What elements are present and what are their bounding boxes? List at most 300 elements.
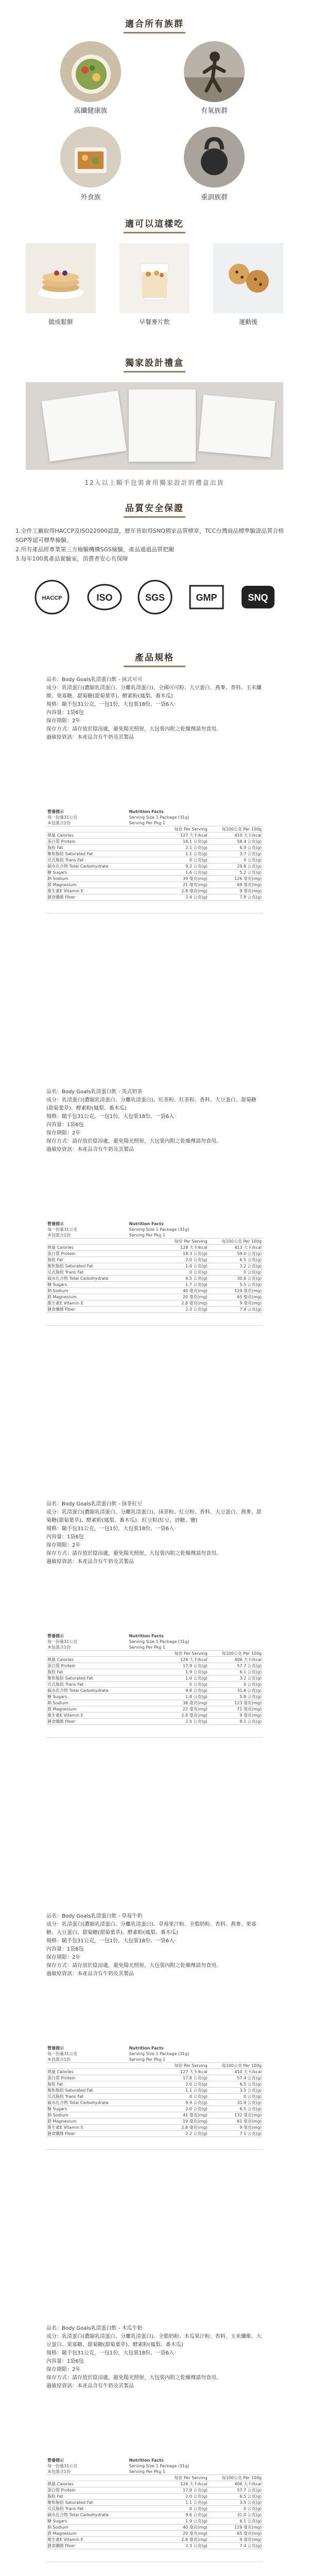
gift-box-package	[129, 389, 196, 462]
cereal-drink-thumb	[119, 243, 190, 313]
nutrition-cell: 31.6 公克(g)	[209, 1688, 263, 1694]
group-label: 外食族	[80, 194, 101, 201]
cert-text: SNQ	[248, 592, 268, 603]
nutrition-cell: 6.5 公克(g)	[209, 1257, 263, 1263]
product-info-line: 保存方式：請存放於陰涼處，避免陽光照射，大包裝內附之乾燥劑請勿食用。	[46, 2375, 221, 2381]
nutrition-cell: 40 毫克(mg)	[128, 1288, 209, 1294]
nutrition-cell: 每100公克 Per 100g	[209, 2063, 263, 2069]
product-info-line: 規格：隨手包31公克，一包1份，大包裝18份。一袋6入·	[46, 1526, 176, 1532]
nutrition-cell: 每份 Per Serving	[128, 826, 209, 833]
nutrition-cell: 0 公克(g)	[209, 1682, 263, 1688]
product-divider	[46, 2149, 263, 2150]
nutrition-cell: 反式脂肪 Trans Fat	[46, 1269, 128, 1276]
nutrition-cell	[46, 1651, 128, 1657]
nutrition-row	[46, 1282, 263, 1288]
nutrition-cell: Serving Size 1 Package (31g)	[129, 815, 190, 820]
nutrition-cell: 6.5 公克(g)	[209, 2106, 263, 2112]
nutrition-cell: 1.1 公克(g)	[128, 851, 209, 857]
nutrition-row	[46, 1657, 263, 1663]
nutrition-cell: 本包裝含1份	[46, 820, 128, 826]
product-info-line: 成分：乳清蛋白(濃縮乳清蛋白、分離乳清蛋白)、抹茶粉、紅豆粉、香料、大豆蛋白、燕麥、甜菊糖(甜菊葉萃)、酵素粉(鳳梨、番木瓜)、紅豆粒(紅豆、砂糖、鹽)	[46, 1510, 262, 1523]
nutrition-cell: 1.0 公克(g)	[128, 1263, 209, 1269]
nutrition-cell: 6.5 公克(g)	[209, 2494, 263, 2500]
cert-text: GMP	[196, 592, 217, 603]
nutrition-cell: Nutrition Facts	[129, 1222, 164, 1226]
nutrition-row	[46, 2487, 263, 2494]
group-label: 高纖健康族	[74, 107, 108, 115]
nutrition-cell: 每100公克 Per 100g	[209, 1651, 263, 1657]
nutrition-cell: 3.2 公克(g)	[209, 1675, 263, 1682]
nutrition-cell: 0 公克(g)	[209, 2506, 263, 2512]
nutrition-cell: 410 大卡/kcal	[209, 833, 263, 839]
nutrition-cell: 維生素E Vitamin E	[46, 888, 128, 894]
nutrition-cell: 碳水化合物 Total Carbohydrate	[46, 2100, 128, 2106]
product-info-line: 內容量：1袋6包	[46, 1534, 84, 1540]
nutrition-cell: 9 毫克(mg)	[209, 2537, 263, 2543]
quality-point: 3.每年100萬產品實驗室，消費者安心有保障	[15, 555, 128, 562]
nutrition-cell: 脂肪 Fat	[46, 1669, 128, 1675]
nutrition-row	[46, 870, 263, 876]
nutrition-row	[46, 1276, 263, 1282]
nutrition-cell: 糖 Sugars	[46, 870, 128, 876]
nutrition-cell: 蛋白質 Protein	[46, 2075, 128, 2081]
nutrition-row	[46, 1675, 263, 1682]
nutrition-cell: 碳水化合物 Total Carbohydrate	[46, 2512, 128, 2518]
nutrition-cell: 0 公克(g)	[128, 2094, 209, 2100]
nutrition-row	[46, 2069, 263, 2075]
product-info-line: 規格：隨手包31公克，一包1份，大包裝18份。一袋6入·	[46, 1938, 176, 1944]
nutrition-cell: 7.1 公克(g)	[209, 2131, 263, 2137]
product-info-line: 成分：乳清蛋白(濃縮乳清蛋白、分離乳清蛋白)、全脂奶粉、木瓜果汁粉、香料、玉米纖維、大豆蛋白、果寡糖、甜菊糖(甜菊葉萃)、酵素粉(鳳梨、番木瓜)	[46, 2334, 262, 2348]
nutrition-cell	[46, 2475, 128, 2481]
nutrition-cell: 鎂 Magnesium	[46, 2119, 128, 2125]
nutrition-row	[46, 2500, 263, 2506]
nutrition-table	[46, 1633, 263, 1725]
nutrition-row	[46, 1269, 263, 1276]
nutrition-cell: Nutrition Facts	[129, 2458, 164, 2463]
nutrition-cell: 21 毫克(mg)	[128, 882, 209, 888]
gift-box-photo	[0, 382, 309, 470]
nutrition-cell: 鈉 Sodium	[46, 876, 128, 882]
nutrition-row	[46, 2081, 263, 2088]
nutrition-cell: 9 毫克(mg)	[209, 2125, 263, 2131]
nutrition-table	[46, 2458, 263, 2549]
nutrition-cell: 2.3 公克(g)	[128, 2543, 209, 2549]
design-caption: 12入以上顆手包裝會用獨家設計的禮盒出貨	[84, 479, 225, 486]
nutrition-cell: 9 毫克(mg)	[209, 888, 263, 894]
nutrition-cell: 脂肪 Fat	[46, 845, 128, 851]
nutrition-row	[46, 2531, 263, 2537]
nutrition-cell: 6.1 公克(g)	[209, 1669, 263, 1675]
product-info-line: 保存期限：2年	[46, 1543, 81, 1548]
nutrition-cell: 406 大卡/kcal	[209, 2481, 263, 2487]
nutrition-cell: 3.7 公克(g)	[209, 851, 263, 857]
suitable-grid	[0, 41, 309, 160]
usage-label: 早餐麥片飲	[139, 318, 170, 326]
nutrition-cell: 0 公克(g)	[128, 1682, 209, 1688]
nutrition-cell: 鈉 Sodium	[46, 1700, 128, 1706]
product-info-line: 品名：Body Goals乳清蛋白飲 - 抹茶紅豆	[46, 1501, 143, 1507]
nutrition-cell: 2.0 公克(g)	[128, 2106, 209, 2112]
product-info-line: 品名：Body Goals乳清蛋白飲 - 抹式可可	[46, 677, 143, 683]
spec-section	[0, 650, 309, 667]
nutrition-row	[46, 2131, 263, 2137]
nutrition-cell: 鈉 Sodium	[46, 2524, 128, 2531]
nutrition-cell: 反式脂肪 Trans Fat	[46, 2506, 128, 2512]
nutrition-row	[46, 2524, 263, 2531]
nutrition-cell: 65 毫克(mg)	[209, 2531, 263, 2537]
product-info-line: 保存期限：2年	[46, 2367, 81, 2372]
nutrition-cell: 0 公克(g)	[128, 857, 209, 863]
product-spec-block	[0, 1907, 309, 2319]
product-info-line: 品名：Body Goals乳清蛋白飲 - 草莓牛奶	[46, 1913, 143, 1919]
nutrition-cell: 126 大卡/kcal	[128, 2481, 209, 2487]
product-info-line: 規格：隨手包31公克，一包1份，大包裝18份。一袋6入·	[46, 2350, 176, 2356]
product-info-line: 規格：隨手包31公克，一包1份，大包裝18份。一袋6入·	[46, 702, 176, 707]
snq-logo	[240, 579, 276, 615]
nutrition-cell: 熱量 Calories	[46, 1245, 128, 1251]
nutrition-cell: 18.3 公克(g)	[128, 1251, 209, 1257]
quality-point: 1.全件工廠取得HACCP及ISO22000認證，歷年皆取得SNQ國家品質標章，TCC台灣商品標準驗證品質合格SGP等認可標準檢驗。	[15, 528, 284, 544]
nutrition-cell: Serving Size 1 Package (31g)	[129, 1639, 190, 1644]
nutrition-row	[46, 1257, 263, 1263]
nutrition-row	[46, 1700, 263, 1706]
usage-label: 運動後	[238, 318, 258, 326]
nutrition-cell: 營養標示	[47, 809, 64, 814]
gmp-logo	[188, 579, 225, 615]
nutrition-cell: 20 毫克(mg)	[128, 2531, 209, 2537]
suitable-section	[0, 16, 309, 33]
product-info-line: 保存方式：請存放於陰涼處，避免陽光照射，大包裝內附之乾燥劑請勿食用。	[46, 726, 221, 732]
nutrition-cell: 0 公克(g)	[209, 857, 263, 863]
product-info-line: 成分：乳清蛋白(濃縮乳清蛋白、分離乳清蛋白)、紅茶粉、紅茶粉、香料、大豆蛋白、甜菊糖(甜菊葉萃)、酵素粉(鳳梨、番木瓜)	[46, 1097, 256, 1111]
nutrition-cell: 57.7 公克(g)	[209, 2487, 263, 2494]
nutrition-cell: 2.4 公克(g)	[128, 894, 209, 901]
nutrition-row	[46, 2537, 263, 2543]
nutrition-row	[46, 1288, 263, 1294]
flavors-section	[0, 216, 309, 233]
nutrition-cell: 57.4 公克(g)	[209, 2075, 263, 2081]
nutrition-cell: 22 毫克(mg)	[128, 1706, 209, 1713]
nutrition-cell: 41 毫克(mg)	[128, 2112, 209, 2119]
nutrition-row	[46, 845, 263, 851]
nutrition-cell: 17.8 公克(g)	[128, 2075, 209, 2081]
nutrition-cell: 0 公克(g)	[209, 1269, 263, 1276]
nutrition-cell: 18.1 公克(g)	[128, 839, 209, 845]
nutrition-cell: 飽和脂肪 Saturated Fat	[46, 1675, 128, 1682]
post-workout-thumb	[213, 243, 283, 313]
nutrition-row	[46, 876, 263, 882]
nutrition-cell: 7.8 公克(g)	[209, 894, 263, 901]
nutrition-cell: 5.8 公克(g)	[209, 1694, 263, 1700]
product-divider	[46, 1737, 263, 1738]
nutrition-cell: 每一份量31公克	[47, 2052, 78, 2056]
nutrition-cell: 3.5 公克(g)	[209, 2500, 263, 2506]
nutrition-cell: 9.8 公克(g)	[128, 1688, 209, 1694]
nutrition-cell: Serving Per Pkg 1	[128, 2057, 209, 2063]
nutrition-cell	[46, 1239, 128, 1245]
nutrition-cell: 膳食纖維 Fiber	[46, 1307, 128, 1313]
nutrition-cell: 1.8 公克(g)	[128, 1694, 209, 1700]
nutrition-row	[46, 2112, 263, 2119]
nutrition-row	[46, 1300, 263, 1307]
product-info-line: 保存方式：請存放於陰涼處，避免陽光照射，大包裝內附之乾燥劑請勿食用。	[46, 1139, 221, 1144]
nutrition-cell: 0 公克(g)	[128, 2506, 209, 2512]
nutrition-cell: 每份 Per Serving	[128, 2475, 209, 2481]
nutrition-cell: 本包裝含1份	[46, 2057, 128, 2063]
nutrition-cell: 126 毫克(mg)	[209, 876, 263, 882]
product-info-line: 過敏原資訊：本產品含有牛奶及其製品	[46, 1559, 134, 1565]
product-info-line: 內容量：1袋6包	[46, 1946, 84, 1952]
product-info-line: 內容量：1袋6包	[46, 1122, 84, 1128]
nutrition-cell: 9.9 公克(g)	[128, 2100, 209, 2106]
nutrition-cell: 蛋白質 Protein	[46, 839, 128, 845]
nutrition-cell: 熱量 Calories	[46, 1657, 128, 1663]
nutrition-cell: 熱量 Calories	[46, 2481, 128, 2487]
nutrition-row	[46, 1263, 263, 1269]
nutrition-cell: 1.7 公克(g)	[128, 1282, 209, 1288]
quality-point: 2.所有產品經專業第三方檢驗機構SGS檢驗，產品通過品質把關	[15, 546, 174, 553]
quality-title: 品質安全保證	[0, 501, 309, 518]
nutrition-row	[46, 2125, 263, 2131]
nutrition-row	[46, 1694, 263, 1700]
nutrition-row	[46, 2518, 263, 2524]
nutrition-cell: 2.0 公克(g)	[128, 1257, 209, 1263]
nutrition-cell: 2.8 毫克(mg)	[128, 1300, 209, 1307]
product-info-line: 保存方式：請存放於陰涼處，避免陽光照射，大包裝內附之乾燥劑請勿食用。	[46, 1963, 221, 1969]
nutrition-cell: 維生素E Vitamin E	[46, 1713, 128, 1719]
nutrition-cell: 2.2 公克(g)	[128, 2131, 209, 2137]
nutrition-table	[46, 809, 263, 901]
nutrition-cell: 脂肪 Fat	[46, 2081, 128, 2088]
nutrition-cell: Serving Size 1 Package (31g)	[129, 1227, 190, 1232]
nutrition-cell: 31.0 公克(g)	[209, 2512, 263, 2518]
nutrition-cell: 鎂 Magnesium	[46, 2531, 128, 2537]
nutrition-cell: 膳食纖維 Fiber	[46, 1719, 128, 1725]
nutrition-cell: 每一份量31公克	[47, 1639, 78, 1644]
product-info-line: 保存期限：2年	[46, 1130, 81, 1136]
nutrition-cell: 127 大卡/kcal	[128, 833, 209, 839]
nutrition-cell: 8.1 公克(g)	[209, 1719, 263, 1725]
nutrition-cell: Serving Per Pkg 1	[128, 1232, 209, 1239]
product-info	[46, 1088, 263, 1154]
nutrition-cell: 本包裝含1份	[46, 1645, 128, 1651]
nutrition-cell: 2.8 毫克(mg)	[128, 1713, 209, 1719]
nutrition-cell: 5.2 公克(g)	[209, 870, 263, 876]
nutrition-cell: 5.5 公克(g)	[209, 1282, 263, 1288]
nutrition-cell: 膳食纖維 Fiber	[46, 2543, 128, 2549]
nutrition-row	[46, 2100, 263, 2106]
nutrition-cell: 17.9 公克(g)	[128, 2487, 209, 2494]
nutrition-cell: 29.8 公克(g)	[209, 863, 263, 870]
quality-points	[15, 527, 294, 564]
nutrition-cell: 維生素E Vitamin E	[46, 1300, 128, 1307]
nutrition-row	[46, 1245, 263, 1251]
product-spec-block	[0, 1495, 309, 1907]
nutrition-cell: 本包裝含1份	[46, 1232, 128, 1239]
gift-box-backdrop	[26, 382, 283, 470]
design-title: 獨家設計禮盒	[0, 355, 309, 372]
product-spec-block	[0, 671, 309, 1083]
product-spec-block	[0, 1083, 309, 1495]
nutrition-cell: 3.5 公克(g)	[209, 2088, 263, 2094]
product-info-line: 內容量：1袋6包	[46, 710, 84, 716]
nutrition-cell: 糖 Sugars	[46, 1694, 128, 1700]
nutrition-row	[46, 1688, 263, 1694]
haccp-logo	[34, 579, 70, 615]
product-info-line: 過敏原資訊：本產品含有牛奶及其製品	[46, 2383, 134, 2389]
nutrition-cell: 6.1 公克(g)	[209, 2518, 263, 2524]
nutrition-cell: 30.6 公克(g)	[209, 1276, 263, 1282]
nutrition-cell: 反式脂肪 Trans Fat	[46, 857, 128, 863]
nutrition-cell: 71 毫克(mg)	[209, 1706, 263, 1713]
nutrition-cell: 126 大卡/kcal	[128, 1657, 209, 1663]
nutrition-cell: 6.5 公克(g)	[209, 2081, 263, 2088]
nutrition-cell: 鎂 Magnesium	[46, 882, 128, 888]
nutrition-cell: 413 大卡/kcal	[209, 1245, 263, 1251]
nutrition-cell: 1.0 公克(g)	[128, 1675, 209, 1682]
nutrition-cell: 406 大卡/kcal	[209, 1657, 263, 1663]
nutrition-cell: 每份 Per Serving	[128, 1239, 209, 1245]
nutrition-cell: 410 大卡/kcal	[209, 2069, 263, 2075]
nutrition-cell: 蛋白質 Protein	[46, 1663, 128, 1669]
product-info-line: 過敏原資訊：本產品含有牛奶及其製品	[46, 735, 134, 740]
nutrition-cell: 本包裝含1份	[46, 2469, 128, 2475]
nutrition-cell: 維生素E Vitamin E	[46, 2537, 128, 2543]
nutrition-cell: 營養標示	[47, 2046, 64, 2050]
nutrition-cell: 飽和脂肪 Saturated Fat	[46, 851, 128, 857]
nutrition-row	[46, 2494, 263, 2500]
usage-label: 做成鬆餅	[48, 318, 73, 326]
product-info-line: 成分：乳清蛋白(濃縮乳清蛋白、分離乳清蛋白)、全國可可粉、大豆蛋白、燕麥、香料、玉米纖維、果寡糖、甜菊糖(甜菊葉萃)、酵素粉(鳳梨、番木瓜)	[46, 685, 262, 699]
nutrition-cell: 123 毫克(mg)	[209, 1700, 263, 1706]
nutrition-cell	[46, 826, 128, 833]
product-info	[46, 1500, 263, 1566]
product-info	[46, 676, 263, 742]
nutrition-cell: 2.0 公克(g)	[128, 2081, 209, 2088]
nutrition-table	[46, 2045, 263, 2137]
nutrition-cell: 127 大卡/kcal	[128, 2069, 209, 2075]
cert-text: SGS	[145, 592, 165, 603]
nutrition-cell: 膳食纖維 Fiber	[46, 894, 128, 901]
nutrition-cell: 蛋白質 Protein	[46, 1251, 128, 1257]
nutrition-row	[46, 2106, 263, 2112]
nutrition-row	[46, 1706, 263, 1713]
nutrition-cell: 40 毫克(mg)	[128, 2524, 209, 2531]
nutrition-row	[46, 2075, 263, 2081]
nutrition-cell: 蛋白質 Protein	[46, 2487, 128, 2494]
nutrition-row	[46, 833, 263, 839]
nutrition-cell: 20 毫克(mg)	[128, 1294, 209, 1300]
kettlebell-icon	[184, 127, 245, 188]
nutrition-cell: 38 毫克(mg)	[128, 1700, 209, 1706]
nutrition-cell: 飽和脂肪 Saturated Fat	[46, 2088, 128, 2094]
nutrition-row	[46, 1682, 263, 1688]
product-info	[46, 1912, 263, 1978]
nutrition-row	[46, 851, 263, 857]
nutrition-cell: 2.8 毫克(mg)	[128, 2125, 209, 2131]
nutrition-cell: 2.3 公克(g)	[128, 1307, 209, 1313]
nutrition-row	[46, 839, 263, 845]
nutrition-cell: 9 毫克(mg)	[209, 1300, 263, 1307]
group-label: 重訓族群	[200, 194, 228, 201]
nutrition-cell: 39 毫克(mg)	[128, 876, 209, 882]
nutrition-cell: Nutrition Facts	[129, 809, 164, 814]
nutrition-row	[46, 2512, 263, 2518]
product-info-line: 內容量：1袋6包	[46, 2359, 84, 2364]
nutrition-cell: 1.9 公克(g)	[128, 2518, 209, 2524]
product-divider	[46, 1325, 263, 1326]
nutrition-cell: 營養標示	[47, 1222, 64, 1226]
product-spec-block	[0, 2319, 309, 2576]
nutrition-cell: 糖 Sugars	[46, 2518, 128, 2524]
nutrition-cell: 營養標示	[47, 1634, 64, 1638]
nutrition-cell: 0 公克(g)	[209, 2094, 263, 2100]
nutrition-cell: 61 毫克(mg)	[209, 2119, 263, 2125]
nutrition-cell: 7.4 公克(g)	[209, 2543, 263, 2549]
sgs-logo	[137, 579, 173, 615]
nutrition-cell: 每一份量31公克	[47, 1227, 78, 1232]
product-info-line: 保存方式：請存放於陰涼處，避免陽光照射，大包裝內附之乾燥劑請勿食用。	[46, 1551, 221, 1556]
nutrition-cell: Nutrition Facts	[129, 1634, 164, 1638]
nutrition-cell: 每份 Per Serving	[128, 2063, 209, 2069]
design-section	[0, 355, 309, 372]
nutrition-row	[46, 863, 263, 870]
nutrition-cell: 1.6 公克(g)	[128, 870, 209, 876]
nutrition-cell: 1.9 公克(g)	[128, 1669, 209, 1675]
nutrition-cell: 19 毫克(mg)	[128, 2119, 209, 2125]
product-info-line: 過敏原資訊：本產品含有牛奶及其製品	[46, 1971, 134, 1977]
nutrition-cell: 57.7 公克(g)	[209, 1663, 263, 1669]
nutrition-cell: 每一份量31公克	[47, 815, 78, 820]
nutrition-cell: 1.1 公克(g)	[128, 2500, 209, 2506]
nutrition-row	[46, 1307, 263, 1313]
flavors-title: 適可以這樣吃	[0, 216, 309, 233]
nutrition-cell: 9.5 公克(g)	[128, 1276, 209, 1282]
nutrition-cell: 反式脂肪 Trans Fat	[46, 2094, 128, 2100]
nutrition-row	[46, 1663, 263, 1669]
nutrition-cell: 59.0 公克(g)	[209, 1251, 263, 1257]
nutrition-cell: 膳食纖維 Fiber	[46, 2131, 128, 2137]
nutrition-cell: Serving Per Pkg 1	[128, 820, 209, 826]
product-info	[46, 2325, 263, 2391]
nutrition-cell: 7.4 公克(g)	[209, 1307, 263, 1313]
nutrition-row	[46, 894, 263, 901]
nutrition-cell: 6.9 公克(g)	[209, 845, 263, 851]
nutrition-cell: 68 毫克(mg)	[209, 882, 263, 888]
nutrition-cell: 9.2 公克(g)	[128, 863, 209, 870]
nutrition-cell: 17.9 公克(g)	[128, 1663, 209, 1669]
nutrition-cell: 維生素E Vitamin E	[46, 2125, 128, 2131]
nutrition-row	[46, 2543, 263, 2549]
nutrition-cell: 58.4 公克(g)	[209, 839, 263, 845]
nutrition-cell: 糖 Sugars	[46, 2106, 128, 2112]
nutrition-row	[46, 1669, 263, 1675]
product-info-line: 品名：Body Goals乳清蛋白飲 - 木瓜牛奶	[46, 2326, 143, 2331]
nutrition-cell: 129 毫克(mg)	[209, 1288, 263, 1294]
nutrition-cell: 糖 Sugars	[46, 1282, 128, 1288]
nutrition-cell: 脂肪 Fat	[46, 1257, 128, 1263]
nutrition-cell: 每100公克 Per 100g	[209, 826, 263, 833]
nutrition-cell: 132 毫克(mg)	[209, 2112, 263, 2119]
salad-bowl-icon	[60, 41, 121, 102]
iso-logo	[87, 579, 123, 615]
gift-box-package	[42, 391, 127, 462]
nutrition-cell: 每份 Per Serving	[128, 1651, 209, 1657]
product-info-line: 品名：Body Goals乳清蛋白飲 - 英式奶茶	[46, 1089, 143, 1095]
group-label: 有氧族群	[200, 107, 228, 115]
nutrition-row	[46, 1251, 263, 1257]
